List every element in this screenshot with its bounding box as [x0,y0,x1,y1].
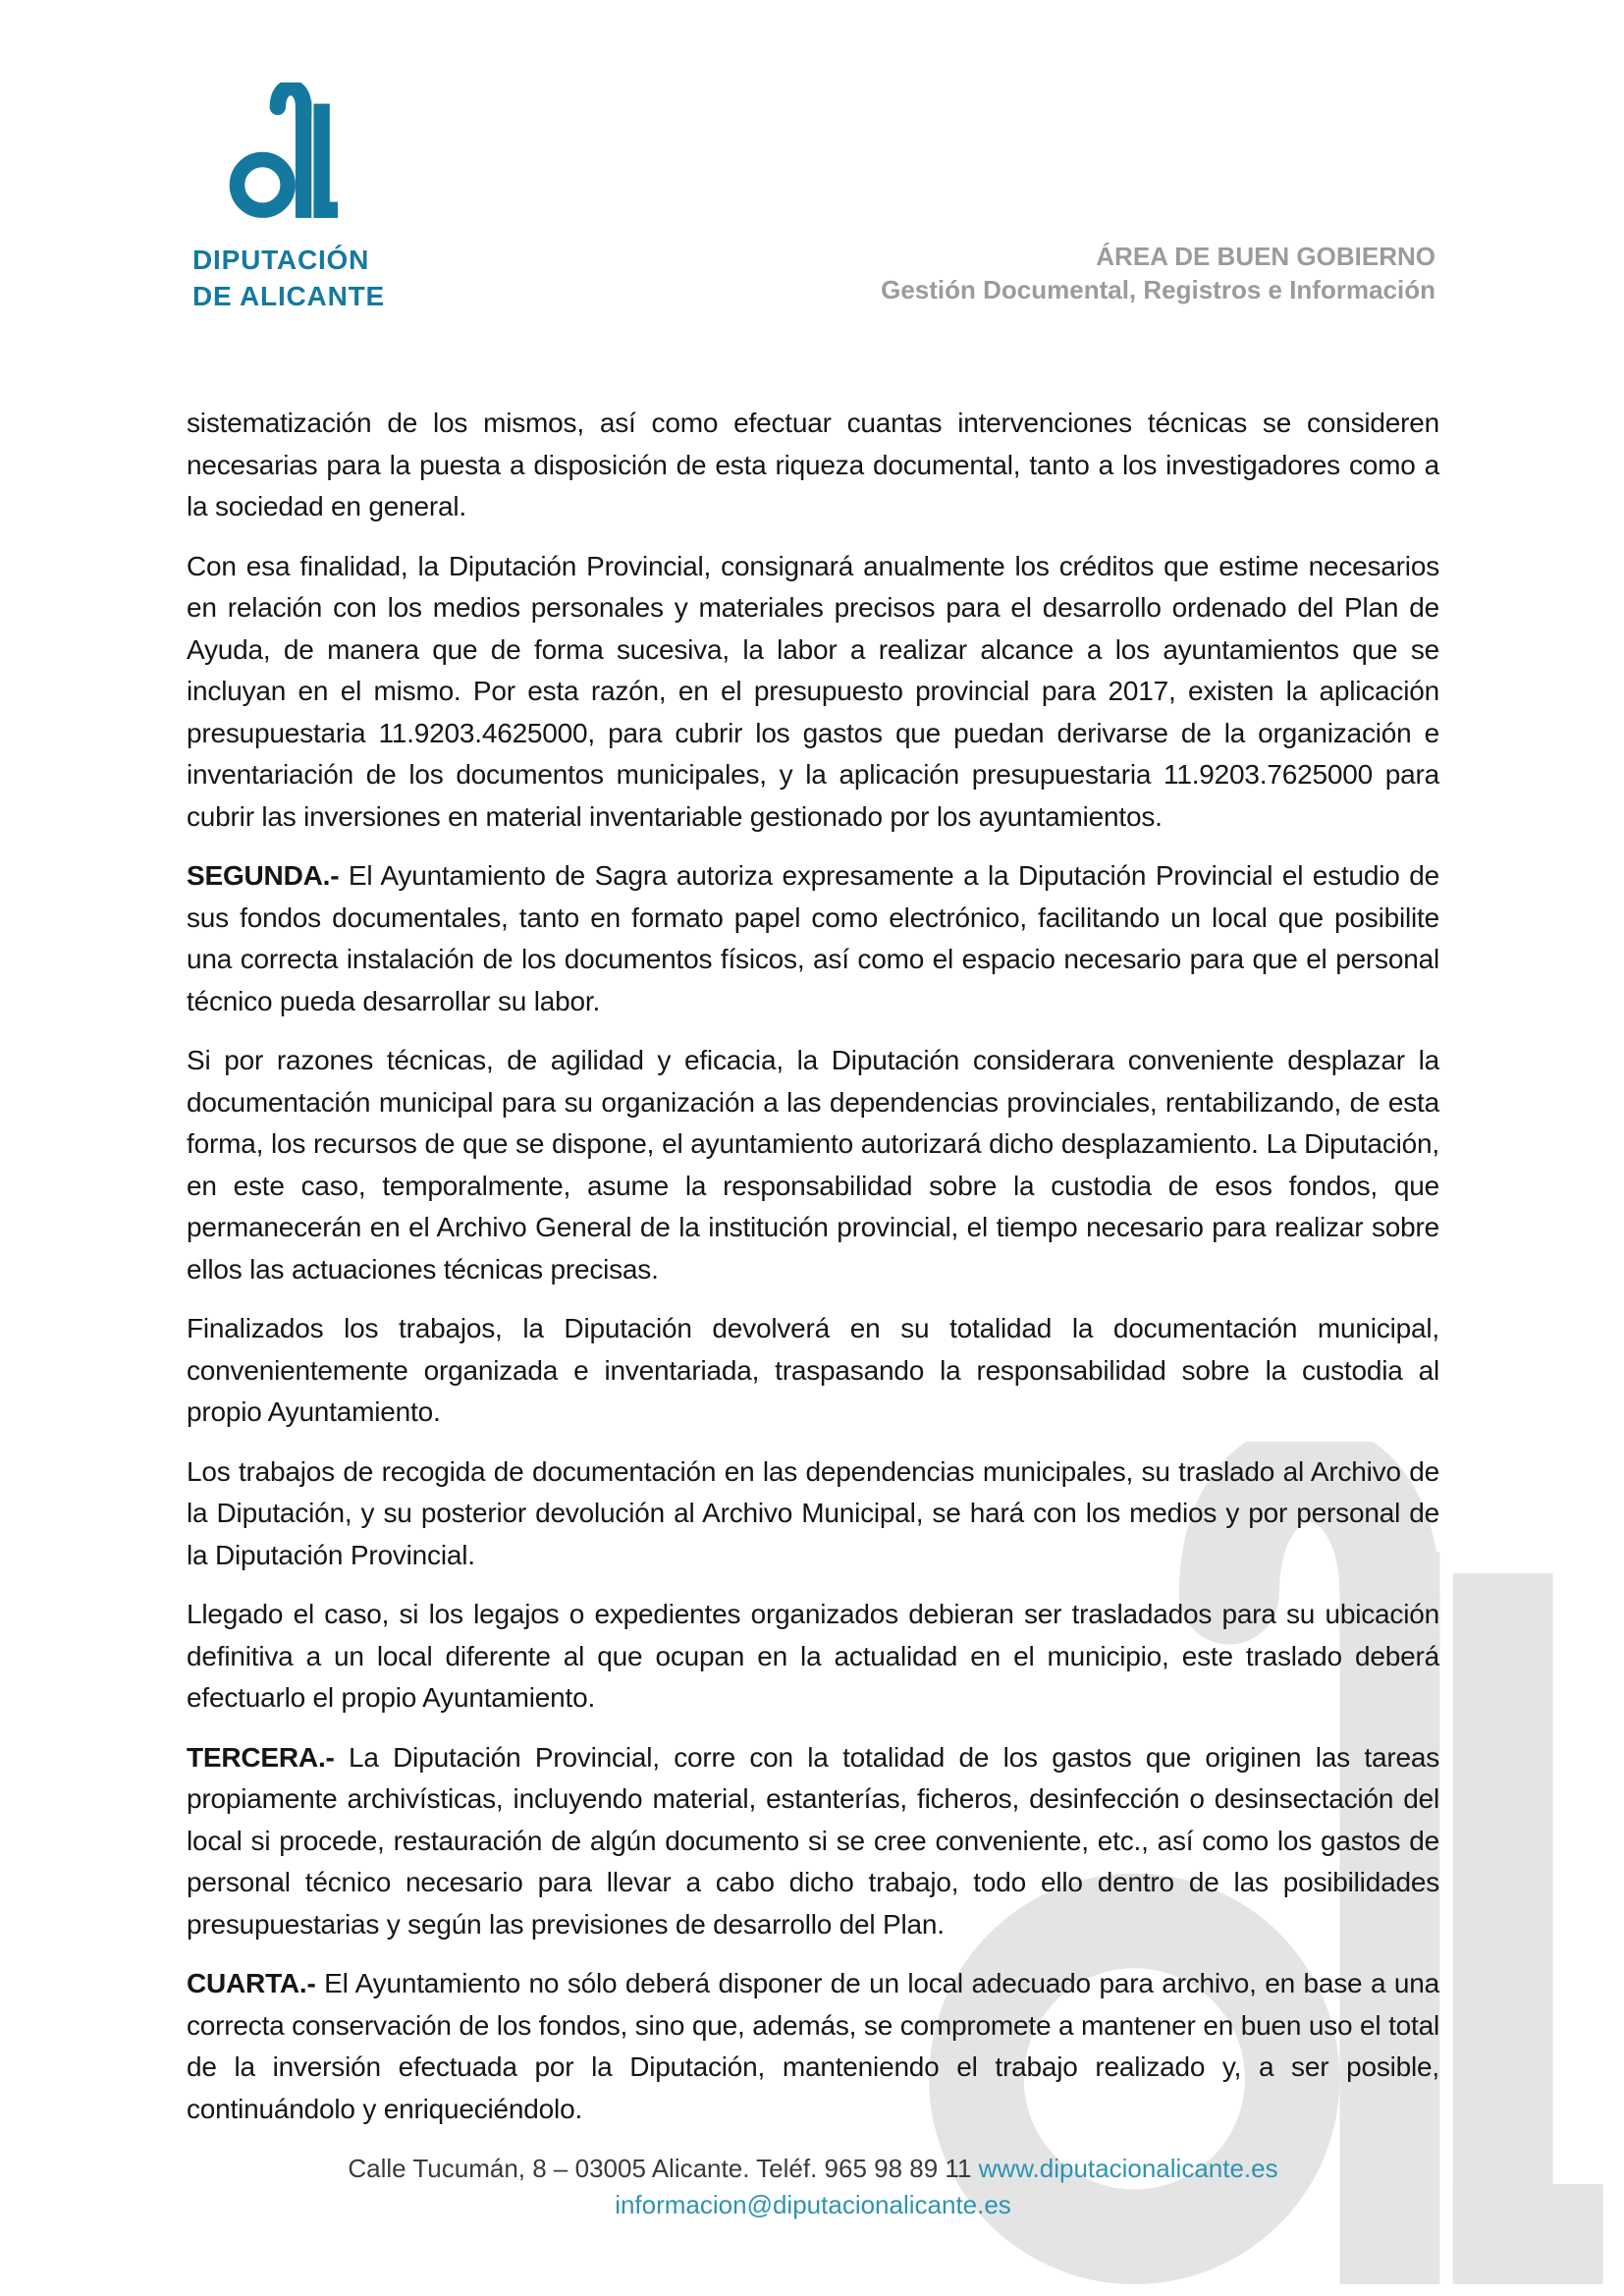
paragraph-text: sistematización de los mismos, así como efectuar cuantas intervenciones técnicas se consideren necesarias para la puesta a disposición de esta riqueza documental, tanto a los investigadores como a la sociedad en general. [187,408,1439,521]
department-header [881,240,1435,306]
paragraph-text: El Ayuntamiento de Sagra autoriza expresamente a la Diputación Provincial el estudio de sus fondos documentales, tanto en formato papel como electrónico, facilitando un local que posibilite una correcta instalación de los documentos físicos, así como el espacio necesario para que el personal técnico pueda desarrollar su labor. [187,860,1439,1016]
paragraph-text: Llegado el caso, si los legajos o expedientes organizados debieran ser trasladados para su ubicación definitiva a un local diferente al que ocupan en la actualidad en el municipio, este traslado deberá efectuarlo el propio Ayuntamiento. [187,1599,1439,1713]
clause-label-tercera: TERCERA.- [187,1741,335,1773]
paragraph [187,403,1439,528]
logo-wordmark-line1: DIPUTACIÓN [192,245,370,275]
diputacion-logo-icon [228,82,338,218]
footer-address: Calle Tucumán, 8 – 03005 Alicante. Teléf. 965 98 89 11 [348,2154,972,2183]
department-subtitle: Gestión Documental, Registros e Información [881,275,1435,304]
paragraph [187,546,1439,839]
paragraph [187,1451,1439,1577]
paragraph [187,1963,1439,2130]
clause-label-cuarta: CUARTA.- [187,1968,316,1998]
paragraph-text: El Ayuntamiento no sólo deberá disponer de un local adecuado para archivo, en base a una correcta conservación de los fondos, sino que, además, se compromete a mantener en buen uso el total de la inversión efectuada por la Diputación, manteniendo el trabajo realizado y, a ser posible, continuándolo y enriqueciéndolo. [187,1968,1439,2124]
footer-line2 [187,2187,1439,2223]
paragraph [187,1040,1439,1290]
paragraph-text: Los trabajos de recogida de documentación en las dependencias municipales, su traslado al Archivo de la Diputación, y su posterior devolución al Archivo Municipal, se hará con los medios y por personal de la Diputación Provincial. [187,1455,1439,1570]
department-title: ÁREA DE BUEN GOBIERNO [1096,242,1435,271]
logo-wordmark-line2: DE ALICANTE [192,281,385,311]
paragraph-text: Con esa finalidad, la Diputación Provincial, consignará anualmente los créditos que estime necesarios en relación con los medios personales y materiales precisos para el desarrollo ordenado del Plan de Ayuda, de manera que de forma sucesiva, la labor a realizar alcance a los ayuntamientos que se incluyan en el mismo. Por esta razón, en el presupuesto provincial para 2017, existen la aplicación presupuestaria 11.9203.4625000, para cubrir los gastos que puedan derivarse de la organización e inventariación de los documentos municipales, y la aplicación presupuestaria 11.9203.7625000 para cubrir las inversiones en material inventariable gestionado por los ayuntamientos. [187,550,1439,832]
footer-email-link[interactable]: informacion@diputacionalicante.es [615,2190,1011,2219]
paragraph [187,1737,1439,1946]
footer-website-link[interactable]: www.diputacionalicante.es [978,2154,1278,2183]
footer-line1 [187,2151,1439,2187]
paragraph [187,1594,1439,1720]
document-body [187,403,1439,2130]
paragraph [187,855,1439,1022]
logo-wordmark [192,242,385,314]
paragraph-text: La Diputación Provincial, corre con la totalidad de los gastos que originen las tareas propiamente archivísticas, incluyendo material, estanterías, ficheros, desinfección o desinsectación del local si procede, restauración de algún documento si se cree conveniente, etc., así como los gastos de personal técnico necesario para llevar a cabo dicho trabajo, todo ello dentro de las posibilidades presupuestarias y según las previsiones de desarrollo del Plan. [187,1741,1439,1940]
paragraph [187,1308,1439,1434]
paragraph-text: Si por razones técnicas, de agilidad y eficacia, la Diputación considerara conveniente desplazar la documentación municipal para su organización a las dependencias provinciales, rentabilizando, de esta forma, los recursos de que se dispone, el ayuntamiento autorizará dicho desplazamiento. La Diputación, en este caso, temporalmente, asume la responsabilidad sobre la custodia de esos fondos, que permanecerán en el Archivo General de la institución provincial, el tiempo necesario para realizar sobre ellos las actuaciones técnicas precisas. [187,1045,1439,1285]
page-footer [187,2151,1439,2223]
clause-label-segunda: SEGUNDA.- [187,860,340,891]
paragraph-text: Finalizados los trabajos, la Diputación devolverá en su totalidad la documentación municipal, convenientemente organizada e inventariada, traspasando la responsabilidad sobre la custodia al propio Ayuntamiento. [187,1313,1439,1427]
